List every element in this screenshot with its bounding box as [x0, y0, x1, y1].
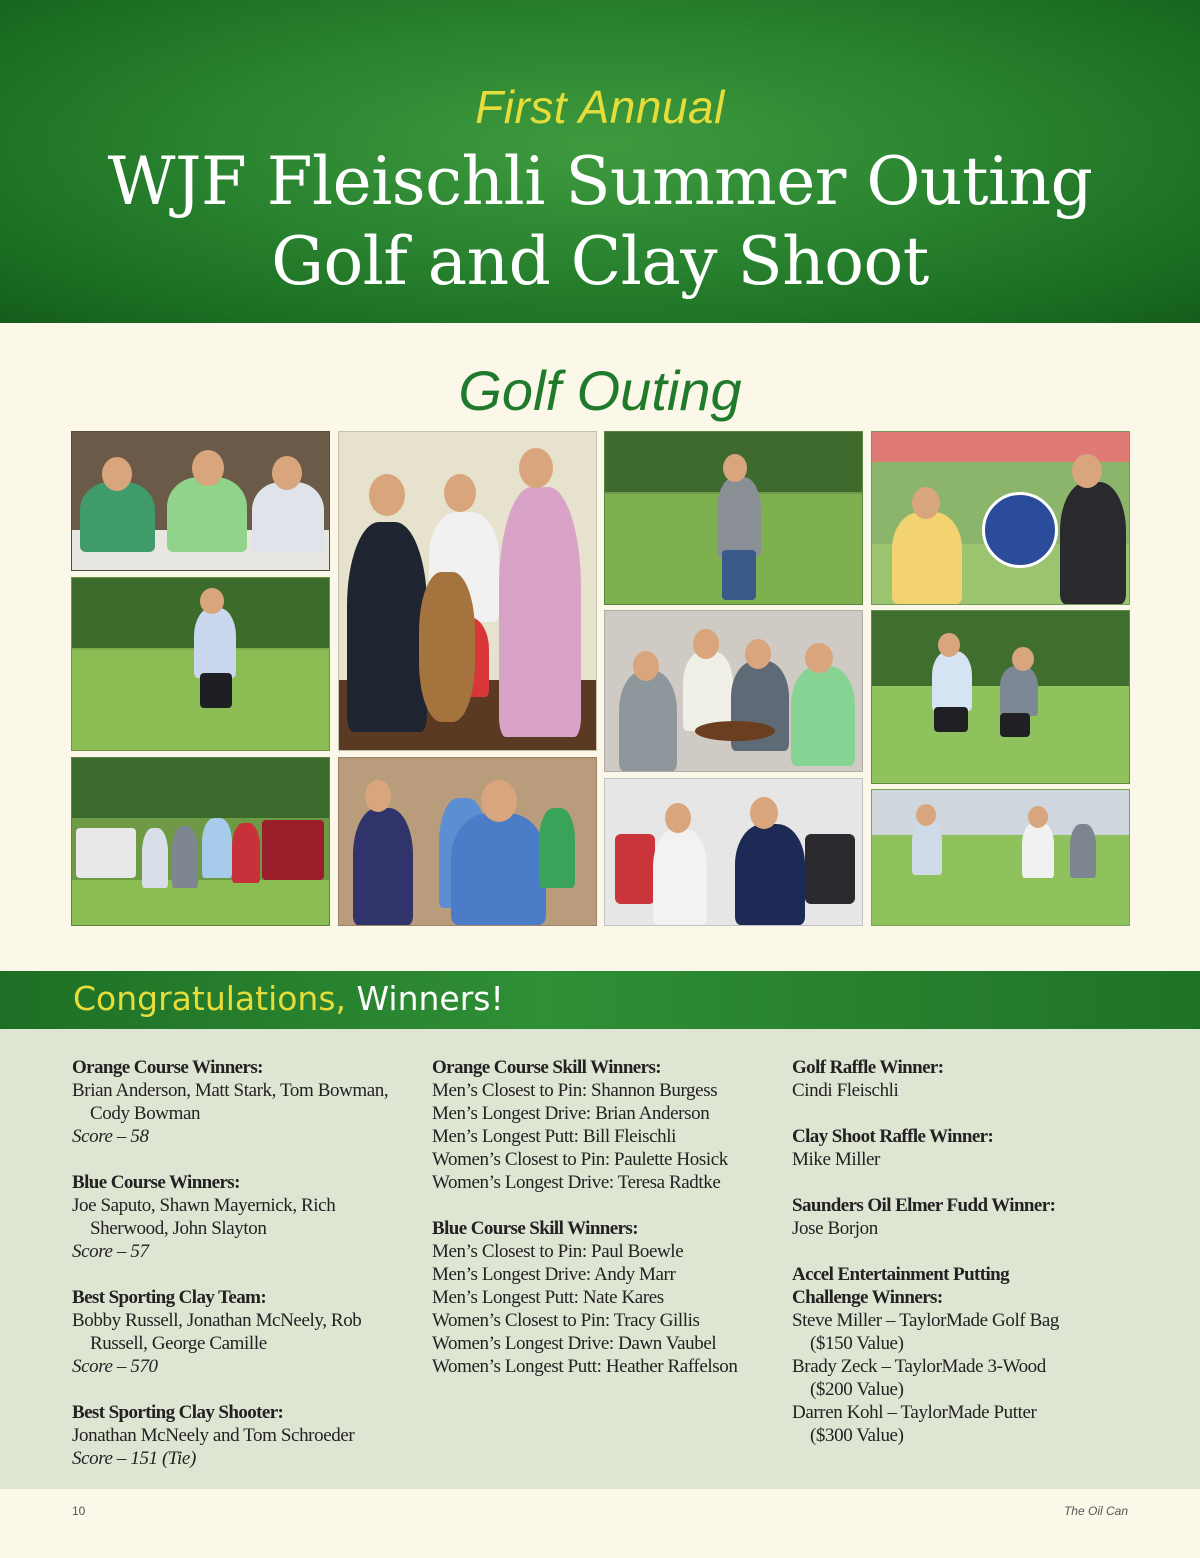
winner-heading: Accel Entertainment Putting Challenge Winners:	[792, 1264, 1010, 1308]
winner-line: Women’s Longest Drive: Dawn Vaubel	[432, 1333, 717, 1354]
banner-rest: Winners!	[346, 979, 504, 1018]
photo-golfer-swing-fairway	[604, 431, 863, 605]
winner-heading: Golf Raffle Winner:	[792, 1057, 944, 1078]
photo-golf-carts-group	[71, 757, 330, 926]
photo-golf-bag-prizes	[604, 778, 863, 926]
photo-two-golfers-putting-green	[871, 610, 1130, 784]
winner-line: Cody Bowman	[90, 1103, 201, 1124]
photo-man-handing-prize	[338, 757, 597, 926]
winner-line: Women’s Longest Putt: Heather Raffelson	[432, 1356, 738, 1377]
winner-line: Joe Saputo, Shawn Mayernick, Rich	[72, 1195, 336, 1216]
congratulations-banner	[0, 971, 1200, 1029]
winner-line: Jose Borjon	[792, 1218, 878, 1239]
prize-value: ($300 Value)	[810, 1425, 904, 1446]
header-banner	[0, 0, 1200, 323]
photo-prize-wheel-tent	[871, 431, 1130, 605]
prize-value: ($200 Value)	[810, 1379, 904, 1400]
page-number: 10	[72, 1504, 86, 1518]
winner-line: Sherwood, John Slayton	[90, 1218, 267, 1239]
winners-column-2	[432, 1056, 782, 1378]
winner-score: Score – 58	[72, 1126, 149, 1147]
winner-line: Bobby Russell, Jonathan McNeely, Rob	[72, 1310, 362, 1331]
winner-line: Jonathan McNeely and Tom Schroeder	[72, 1425, 355, 1446]
winner-line: Men’s Longest Putt: Bill Fleischli	[432, 1126, 676, 1147]
winner-heading: Best Sporting Clay Team:	[72, 1287, 267, 1308]
winner-heading: Orange Course Winners:	[72, 1057, 263, 1078]
winner-line: Men’s Closest to Pin: Paul Boewle	[432, 1241, 684, 1262]
prize-value: ($150 Value)	[810, 1333, 904, 1354]
winner-score: Score – 151 (Tie)	[72, 1448, 196, 1469]
prize-line: Brady Zeck – TaylorMade 3-Wood	[792, 1356, 1046, 1377]
winner-heading: Blue Course Winners:	[72, 1172, 240, 1193]
photo-group-dinner-table	[71, 431, 330, 571]
photo-men-posing-with-statue	[338, 431, 597, 751]
prize-line: Steve Miller – TaylorMade Golf Bag	[792, 1310, 1060, 1331]
section-title: Golf Outing	[458, 359, 742, 422]
publication-name: The Oil Can	[1063, 1504, 1128, 1518]
winner-heading: Blue Course Skill Winners:	[432, 1218, 638, 1239]
header-kicker: First Annual	[475, 81, 725, 133]
winner-line: Women’s Longest Drive: Teresa Radtke	[432, 1172, 721, 1193]
title-line-1: WJF Fleischli Summer Outing	[107, 143, 1093, 220]
banner-text	[73, 979, 504, 1018]
prize-line: Darren Kohl – TaylorMade Putter	[792, 1402, 1037, 1423]
winner-line: Women’s Closest to Pin: Tracy Gillis	[432, 1310, 700, 1331]
winner-score: Score – 570	[72, 1356, 158, 1377]
winner-heading: Best Sporting Clay Shooter:	[72, 1402, 284, 1423]
page-title	[0, 142, 1200, 302]
winner-line: Cindi Fleischli	[792, 1080, 899, 1101]
winner-line: Mike Miller	[792, 1149, 880, 1170]
winner-line: Men’s Longest Drive: Brian Anderson	[432, 1103, 710, 1124]
winner-line: Russell, George Camille	[90, 1333, 267, 1354]
winner-line: Brian Anderson, Matt Stark, Tom Bowman,	[72, 1080, 389, 1101]
winner-line: Men’s Closest to Pin: Shannon Burgess	[432, 1080, 718, 1101]
winner-heading: Orange Course Skill Winners:	[432, 1057, 661, 1078]
winner-line: Women’s Closest to Pin: Paulette Hosick	[432, 1149, 728, 1170]
photo-golfer-swing-tee	[71, 577, 330, 751]
winner-heading: Saunders Oil Elmer Fudd Winner:	[792, 1195, 1056, 1216]
photo-golfers-parking-lot	[871, 789, 1130, 926]
photo-group-around-table	[604, 610, 863, 772]
winner-line: Men’s Longest Drive: Andy Marr	[432, 1264, 676, 1285]
winner-score: Score – 57	[72, 1241, 149, 1262]
banner-highlight: Congratulations,	[73, 979, 347, 1018]
winner-heading: Clay Shoot Raffle Winner:	[792, 1126, 994, 1147]
winners-column-3	[792, 1056, 1092, 1447]
winner-line: Men’s Longest Putt: Nate Kares	[432, 1287, 664, 1308]
winners-column-1	[72, 1056, 422, 1470]
title-line-2: Golf and Clay Shoot	[271, 223, 929, 300]
